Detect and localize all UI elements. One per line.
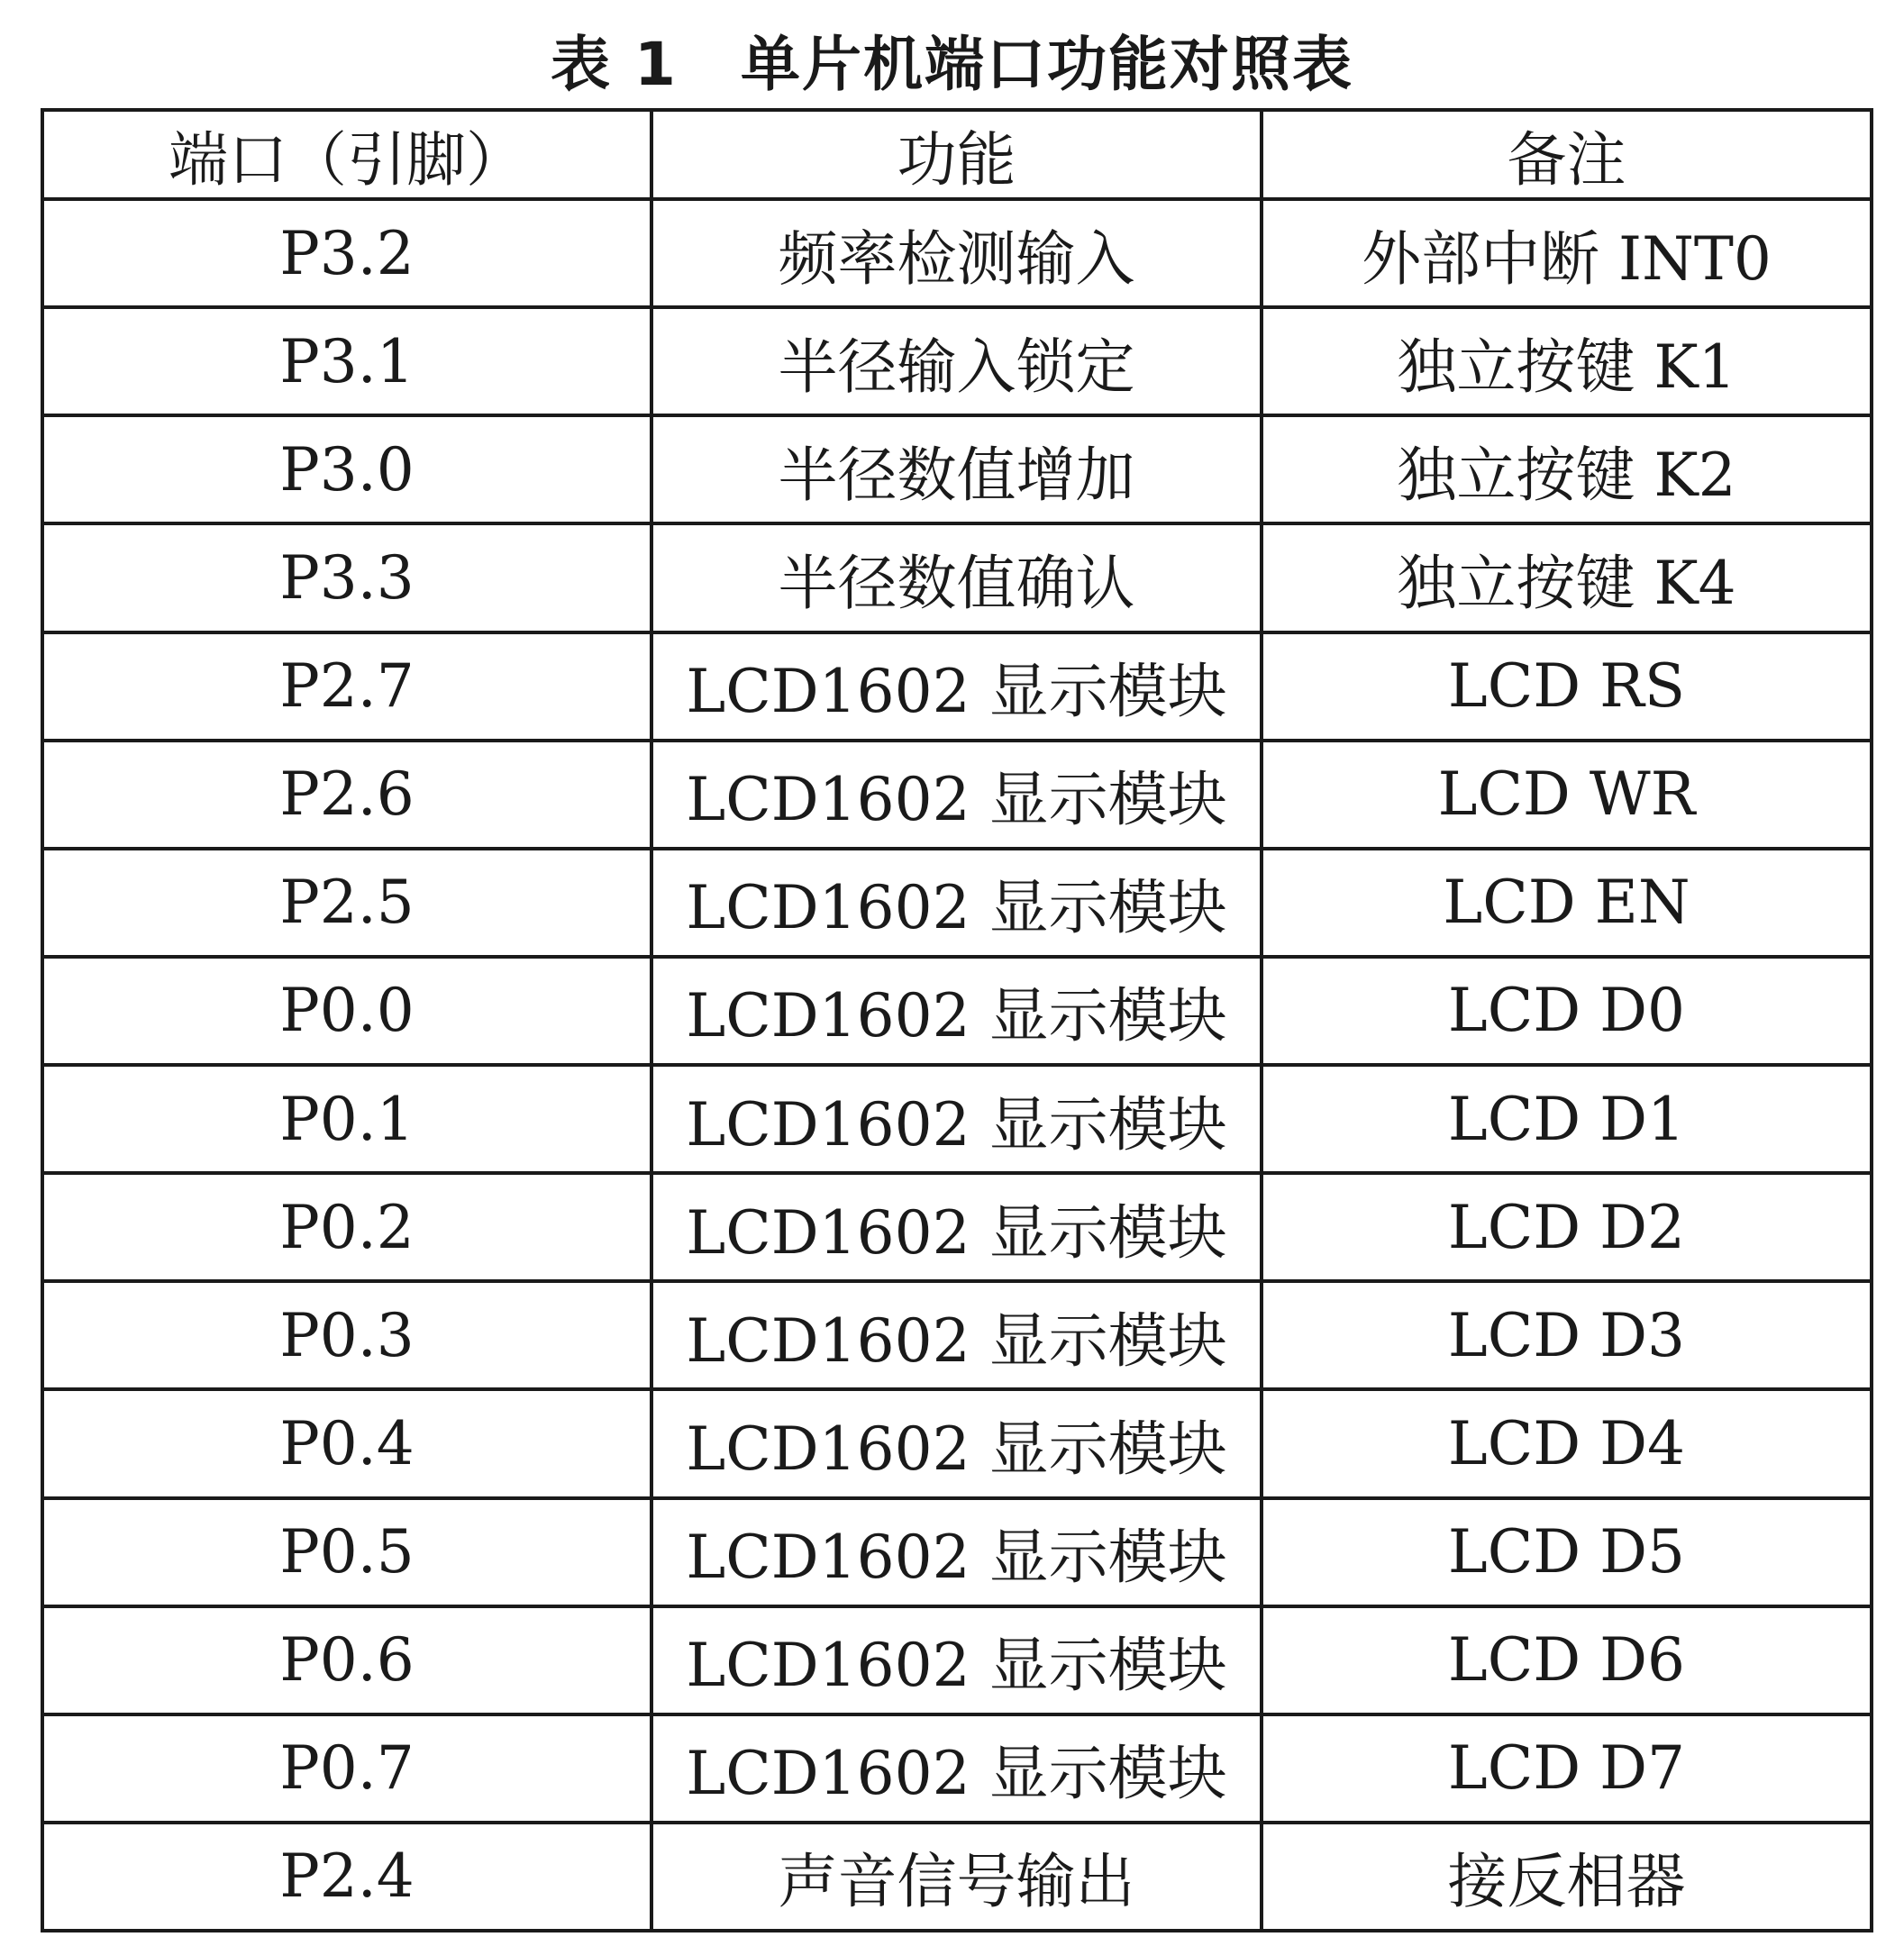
table-row <box>42 307 1872 415</box>
cell-port: P2.5 <box>42 849 651 957</box>
cell-function: 声音信号输出 <box>651 1823 1262 1931</box>
cell-function: 半径数值增加 <box>651 415 1262 523</box>
cell-note: LCD D7 <box>1262 1714 1872 1823</box>
cell-port: P2.4 <box>42 1823 651 1931</box>
header-note: 备注 <box>1262 110 1872 199</box>
cell-function: LCD1602 显示模块 <box>651 1065 1262 1173</box>
cell-note: LCD EN <box>1262 849 1872 957</box>
table-row <box>42 849 1872 957</box>
cell-port: P0.0 <box>42 957 651 1065</box>
table-row <box>42 415 1872 523</box>
cell-note: LCD D0 <box>1262 957 1872 1065</box>
cell-note: 独立按键 K2 <box>1262 415 1872 523</box>
table-caption <box>0 18 1904 99</box>
table-row <box>42 741 1872 849</box>
table-title: 单片机端口功能对照表 <box>740 29 1353 99</box>
cell-port: P2.6 <box>42 741 651 849</box>
table-row <box>42 632 1872 741</box>
cell-note: LCD D3 <box>1262 1281 1872 1389</box>
cell-port: P0.3 <box>42 1281 651 1389</box>
cell-port: P3.2 <box>42 199 651 307</box>
cell-port: P0.6 <box>42 1606 651 1714</box>
cell-function: 频率检测输入 <box>651 199 1262 307</box>
cell-function: LCD1602 显示模块 <box>651 1281 1262 1389</box>
cell-note: LCD RS <box>1262 632 1872 741</box>
cell-note: 接反相器 <box>1262 1823 1872 1931</box>
table-row <box>42 1606 1872 1714</box>
cell-port: P3.3 <box>42 523 651 632</box>
cell-port: P3.1 <box>42 307 651 415</box>
cell-function: LCD1602 显示模块 <box>651 957 1262 1065</box>
cell-note: LCD D6 <box>1262 1606 1872 1714</box>
table-row <box>42 1389 1872 1497</box>
cell-port: P3.0 <box>42 415 651 523</box>
table-row <box>42 1823 1872 1931</box>
cell-note: LCD WR <box>1262 741 1872 849</box>
header-port: 端口（引脚） <box>42 110 651 199</box>
cell-note: LCD D1 <box>1262 1065 1872 1173</box>
cell-note: 外部中断 INT0 <box>1262 199 1872 307</box>
table-row <box>42 523 1872 632</box>
cell-function: LCD1602 显示模块 <box>651 1173 1262 1281</box>
table-row <box>42 1498 1872 1606</box>
table-row <box>42 1065 1872 1173</box>
cell-function: LCD1602 显示模块 <box>651 849 1262 957</box>
cell-note: 独立按键 K4 <box>1262 523 1872 632</box>
port-function-table <box>41 108 1873 1932</box>
cell-function: 半径数值确认 <box>651 523 1262 632</box>
cell-port: P2.7 <box>42 632 651 741</box>
cell-note: 独立按键 K1 <box>1262 307 1872 415</box>
table-row <box>42 957 1872 1065</box>
cell-note: LCD D2 <box>1262 1173 1872 1281</box>
cell-port: P0.4 <box>42 1389 651 1497</box>
header-function: 功能 <box>651 110 1262 199</box>
cell-function: 半径输入锁定 <box>651 307 1262 415</box>
cell-port: P0.1 <box>42 1065 651 1173</box>
table-row <box>42 1714 1872 1823</box>
cell-function: LCD1602 显示模块 <box>651 1606 1262 1714</box>
table-row <box>42 199 1872 307</box>
cell-function: LCD1602 显示模块 <box>651 632 1262 741</box>
table-row <box>42 1173 1872 1281</box>
cell-note: LCD D5 <box>1262 1498 1872 1606</box>
cell-function: LCD1602 显示模块 <box>651 741 1262 849</box>
table-row <box>42 1281 1872 1389</box>
cell-port: P0.2 <box>42 1173 651 1281</box>
cell-port: P0.5 <box>42 1498 651 1606</box>
table-number: 表 1 <box>551 29 678 99</box>
cell-port: P0.7 <box>42 1714 651 1823</box>
header-row <box>42 110 1872 199</box>
cell-function: LCD1602 显示模块 <box>651 1714 1262 1823</box>
cell-function: LCD1602 显示模块 <box>651 1498 1262 1606</box>
cell-function: LCD1602 显示模块 <box>651 1389 1262 1497</box>
cell-note: LCD D4 <box>1262 1389 1872 1497</box>
